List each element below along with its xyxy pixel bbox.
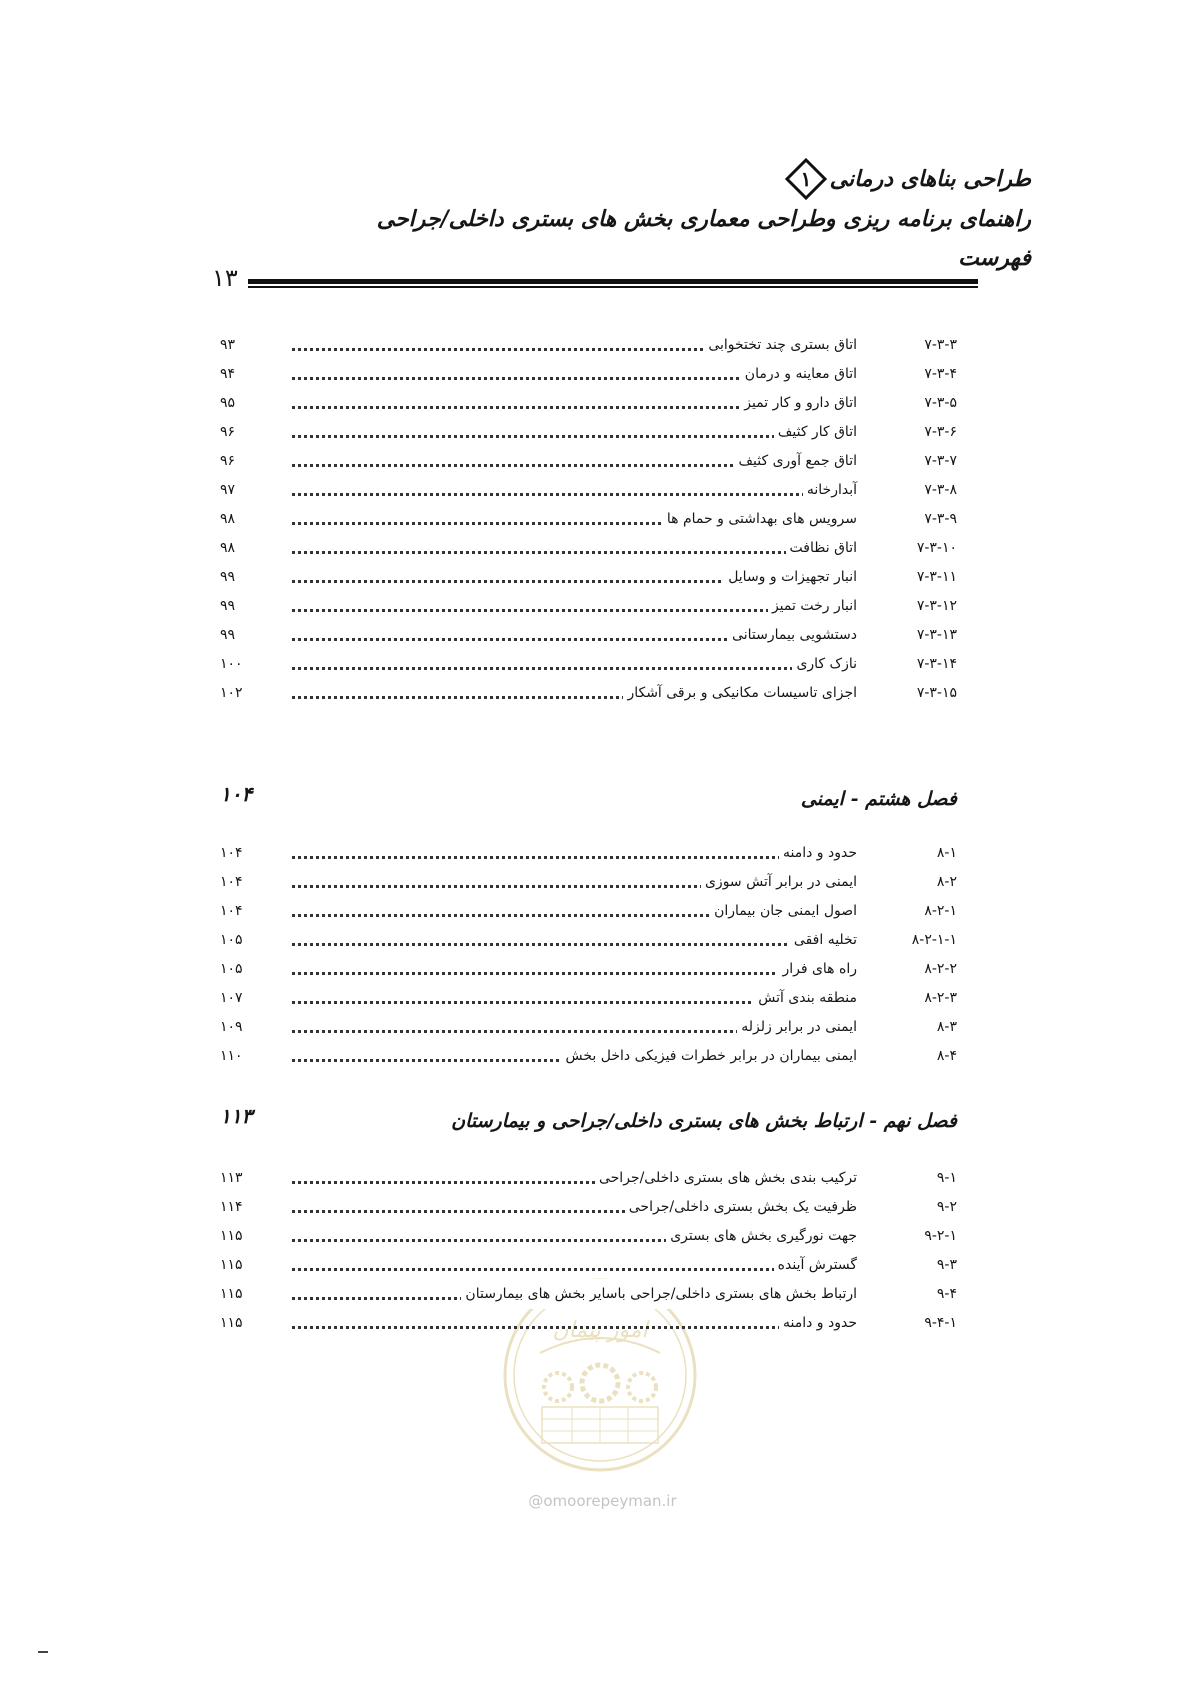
toc-entry: ۷-۳-۵ اتاق دارو و کار تمیز ۹۵ bbox=[220, 388, 957, 418]
chapter-page: ۱۰۴ bbox=[220, 782, 253, 806]
toc-entry: ۹-۱ ترکیب بندی بخش های بستری داخلی/جراحی ۱۱۳ bbox=[220, 1163, 957, 1193]
toc-entry: ۸-۲-۱-۱ تخلیه افقی ۱۰۵ bbox=[220, 925, 957, 955]
chapter-heading bbox=[220, 1104, 957, 1144]
watermark-logo-text: امور پیمان bbox=[552, 1318, 648, 1343]
toc-entry: ۸-۳ ایمنی در برابر زلزله ۱۰۹ bbox=[220, 1012, 957, 1042]
toc-entry: ۷-۳-۱۵ اجزای تاسیسات مکانیکی و برقی آشکار ۱۰۲ bbox=[220, 678, 957, 708]
chapter-page: ۱۱۳ bbox=[220, 1104, 253, 1128]
toc-entry: ۷-۳-۱۰ اتاق نظافت ۹۸ bbox=[220, 533, 957, 563]
toc-entry: ۷-۳-۱۲ انبار رخت تمیز ۹۹ bbox=[220, 591, 957, 621]
toc-entry: ۹-۲-۱ جهت نورگیری بخش های بستری ۱۱۵ bbox=[220, 1221, 957, 1251]
toc-entry: ۹-۲ ظرفیت یک بخش بستری داخلی/جراحی ۱۱۴ bbox=[220, 1192, 957, 1222]
volume-diamond-icon bbox=[785, 158, 827, 200]
toc-entry: ۸-۲-۲ راه های فرار ۱۰۵ bbox=[220, 954, 957, 984]
header-rule-thin bbox=[248, 286, 978, 288]
chapter-title: فصل هشتم - ایمنی bbox=[800, 788, 957, 810]
volume-number: ۱ bbox=[800, 167, 812, 191]
toc-entry: ۷-۳-۱۴ نازک کاری ۱۰۰ bbox=[220, 649, 957, 679]
corner-mark bbox=[38, 1651, 48, 1653]
toc-entry: ۷-۳-۱۳ دستشویی بیمارستانی ۹۹ bbox=[220, 620, 957, 650]
chapter-title: فصل نهم - ارتباط بخش های بستری داخلی/جراحی و بیمارستان bbox=[451, 1110, 957, 1132]
toc-entry: ۹-۴ ارتباط بخش های بستری داخلی/جراحی باسایر بخش های بیمارستان ۱۱۵ bbox=[220, 1279, 957, 1309]
toc-entry: ۹-۳ گسترش آینده ۱۱۵ bbox=[220, 1250, 957, 1280]
toc-entry: ۷-۳-۷ اتاق جمع آوری کثیف ۹۶ bbox=[220, 446, 957, 476]
page-number: ۱۳ bbox=[212, 264, 238, 292]
book-subtitle: راهنمای برنامه ریزی وطراحی معماری بخش های بستری داخلی/جراحی bbox=[376, 206, 1031, 232]
chapter-heading bbox=[220, 782, 957, 822]
toc-entry: ۸-۱ حدود و دامنه ۱۰۴ bbox=[220, 838, 957, 868]
section-heading: فهرست bbox=[958, 245, 1031, 271]
header-rule bbox=[248, 279, 978, 284]
toc-entry: ۸-۲-۳ منطقه بندی آتش ۱۰۷ bbox=[220, 983, 957, 1013]
toc-entry: ۸-۲ ایمنی در برابر آتش سوزی ۱۰۴ bbox=[220, 867, 957, 897]
toc-entry: ۹-۴-۱ حدود و دامنه ۱۱۵ bbox=[220, 1308, 957, 1338]
toc-entry: ۷-۳-۶ اتاق کار کثیف ۹۶ bbox=[220, 417, 957, 447]
watermark-url: @omoorepeyman.ir bbox=[528, 1492, 677, 1510]
toc-entry: ۷-۳-۱۱ انبار تجهیزات و وسایل ۹۹ bbox=[220, 562, 957, 592]
book-title: طراحی بناهای درمانی bbox=[829, 166, 1031, 192]
toc-entry: ۷-۳-۳ اتاق بستری چند تختخوابی ۹۳ bbox=[220, 330, 957, 360]
toc-entry: ۷-۳-۴ اتاق معاینه و درمان ۹۴ bbox=[220, 359, 957, 389]
toc-entry: ۷-۳-۹ سرویس های بهداشتی و حمام ها ۹۸ bbox=[220, 504, 957, 534]
toc-entry: ۷-۳-۸ آبدارخانه ۹۷ bbox=[220, 475, 957, 505]
toc-entry: ۸-۴ ایمنی بیماران در برابر خطرات فیزیکی داخل بخش ۱۱۰ bbox=[220, 1041, 957, 1071]
toc-entry: ۸-۲-۱ اصول ایمنی جان بیماران ۱۰۴ bbox=[220, 896, 957, 926]
